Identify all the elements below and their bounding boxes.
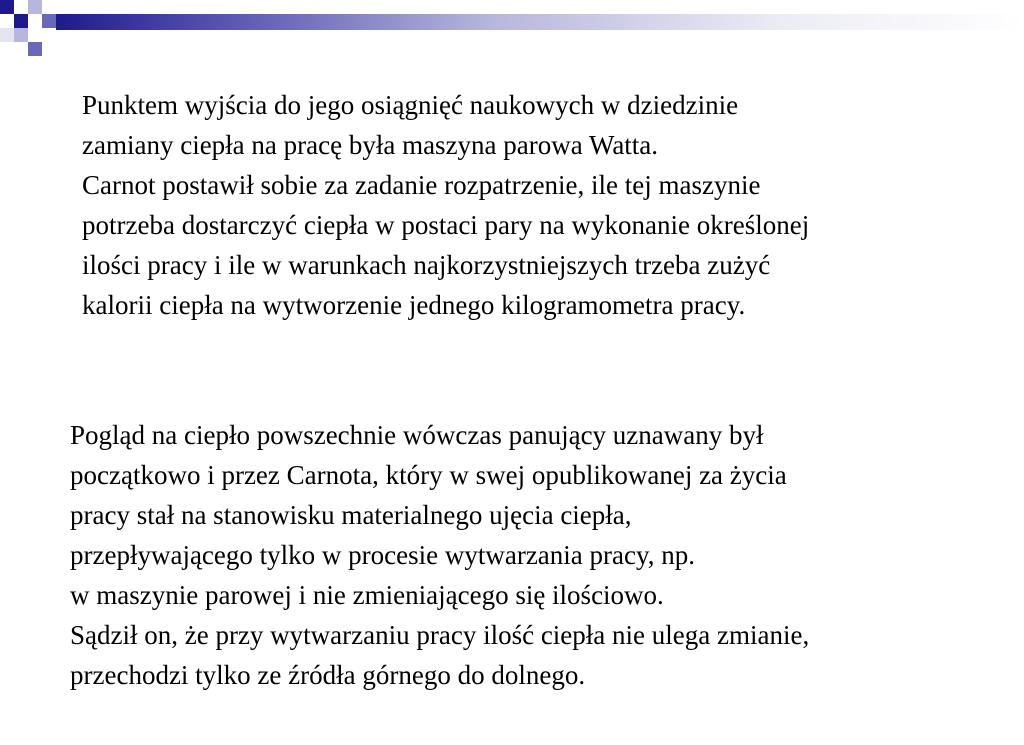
text-line: Punktem wyjścia do jego osiągnięć naukowych w dziedzinie [82, 90, 739, 120]
text-line: w maszynie parowej i nie zmieniającego się ilościowo. [70, 580, 664, 610]
text-line: Carnot postawił sobie za zadanie rozpatrzenie, ile tej maszynie [82, 170, 761, 200]
text-line: początkowo i przez Carnota, który w swej opublikowanej za życia [70, 460, 787, 490]
text-line: Sądził on, że przy wytwarzaniu pracy ilość ciepła nie ulega zmianie, [70, 620, 810, 650]
header-decoration [0, 0, 1024, 60]
paragraph-watt-engine [82, 85, 809, 325]
text-line: przechodzi tylko ze źródła górnego do dolnego. [70, 660, 586, 690]
text-line: Pogląd na ciepło powszechnie wówczas panujący uznawany był [70, 420, 764, 450]
decor-square [0, 0, 14, 14]
paragraph-heat-view [70, 415, 809, 695]
text-line: potrzeba dostarczyć ciepła w postaci pary na wykonanie określonej [82, 210, 810, 240]
text-line: pracy stał na stanowisku materialnego ujęcia ciepła, [70, 500, 632, 530]
text-line: zamiany ciepła na pracę była maszyna parowa Watta. [82, 130, 659, 160]
decor-square [42, 14, 56, 28]
decor-square [28, 0, 42, 14]
decor-square [14, 14, 28, 28]
decor-square [14, 28, 28, 42]
header-gradient-bar [56, 14, 1024, 30]
decor-square [28, 42, 42, 56]
decor-square [0, 28, 14, 42]
text-line: przepływającego tylko w procesie wytwarzania pracy, np. [70, 540, 695, 570]
text-line: kalorii ciepła na wytworzenie jednego kilogramometra pracy. [82, 290, 746, 320]
text-line: ilości pracy i ile w warunkach najkorzystniejszych trzeba zużyć [82, 250, 771, 280]
